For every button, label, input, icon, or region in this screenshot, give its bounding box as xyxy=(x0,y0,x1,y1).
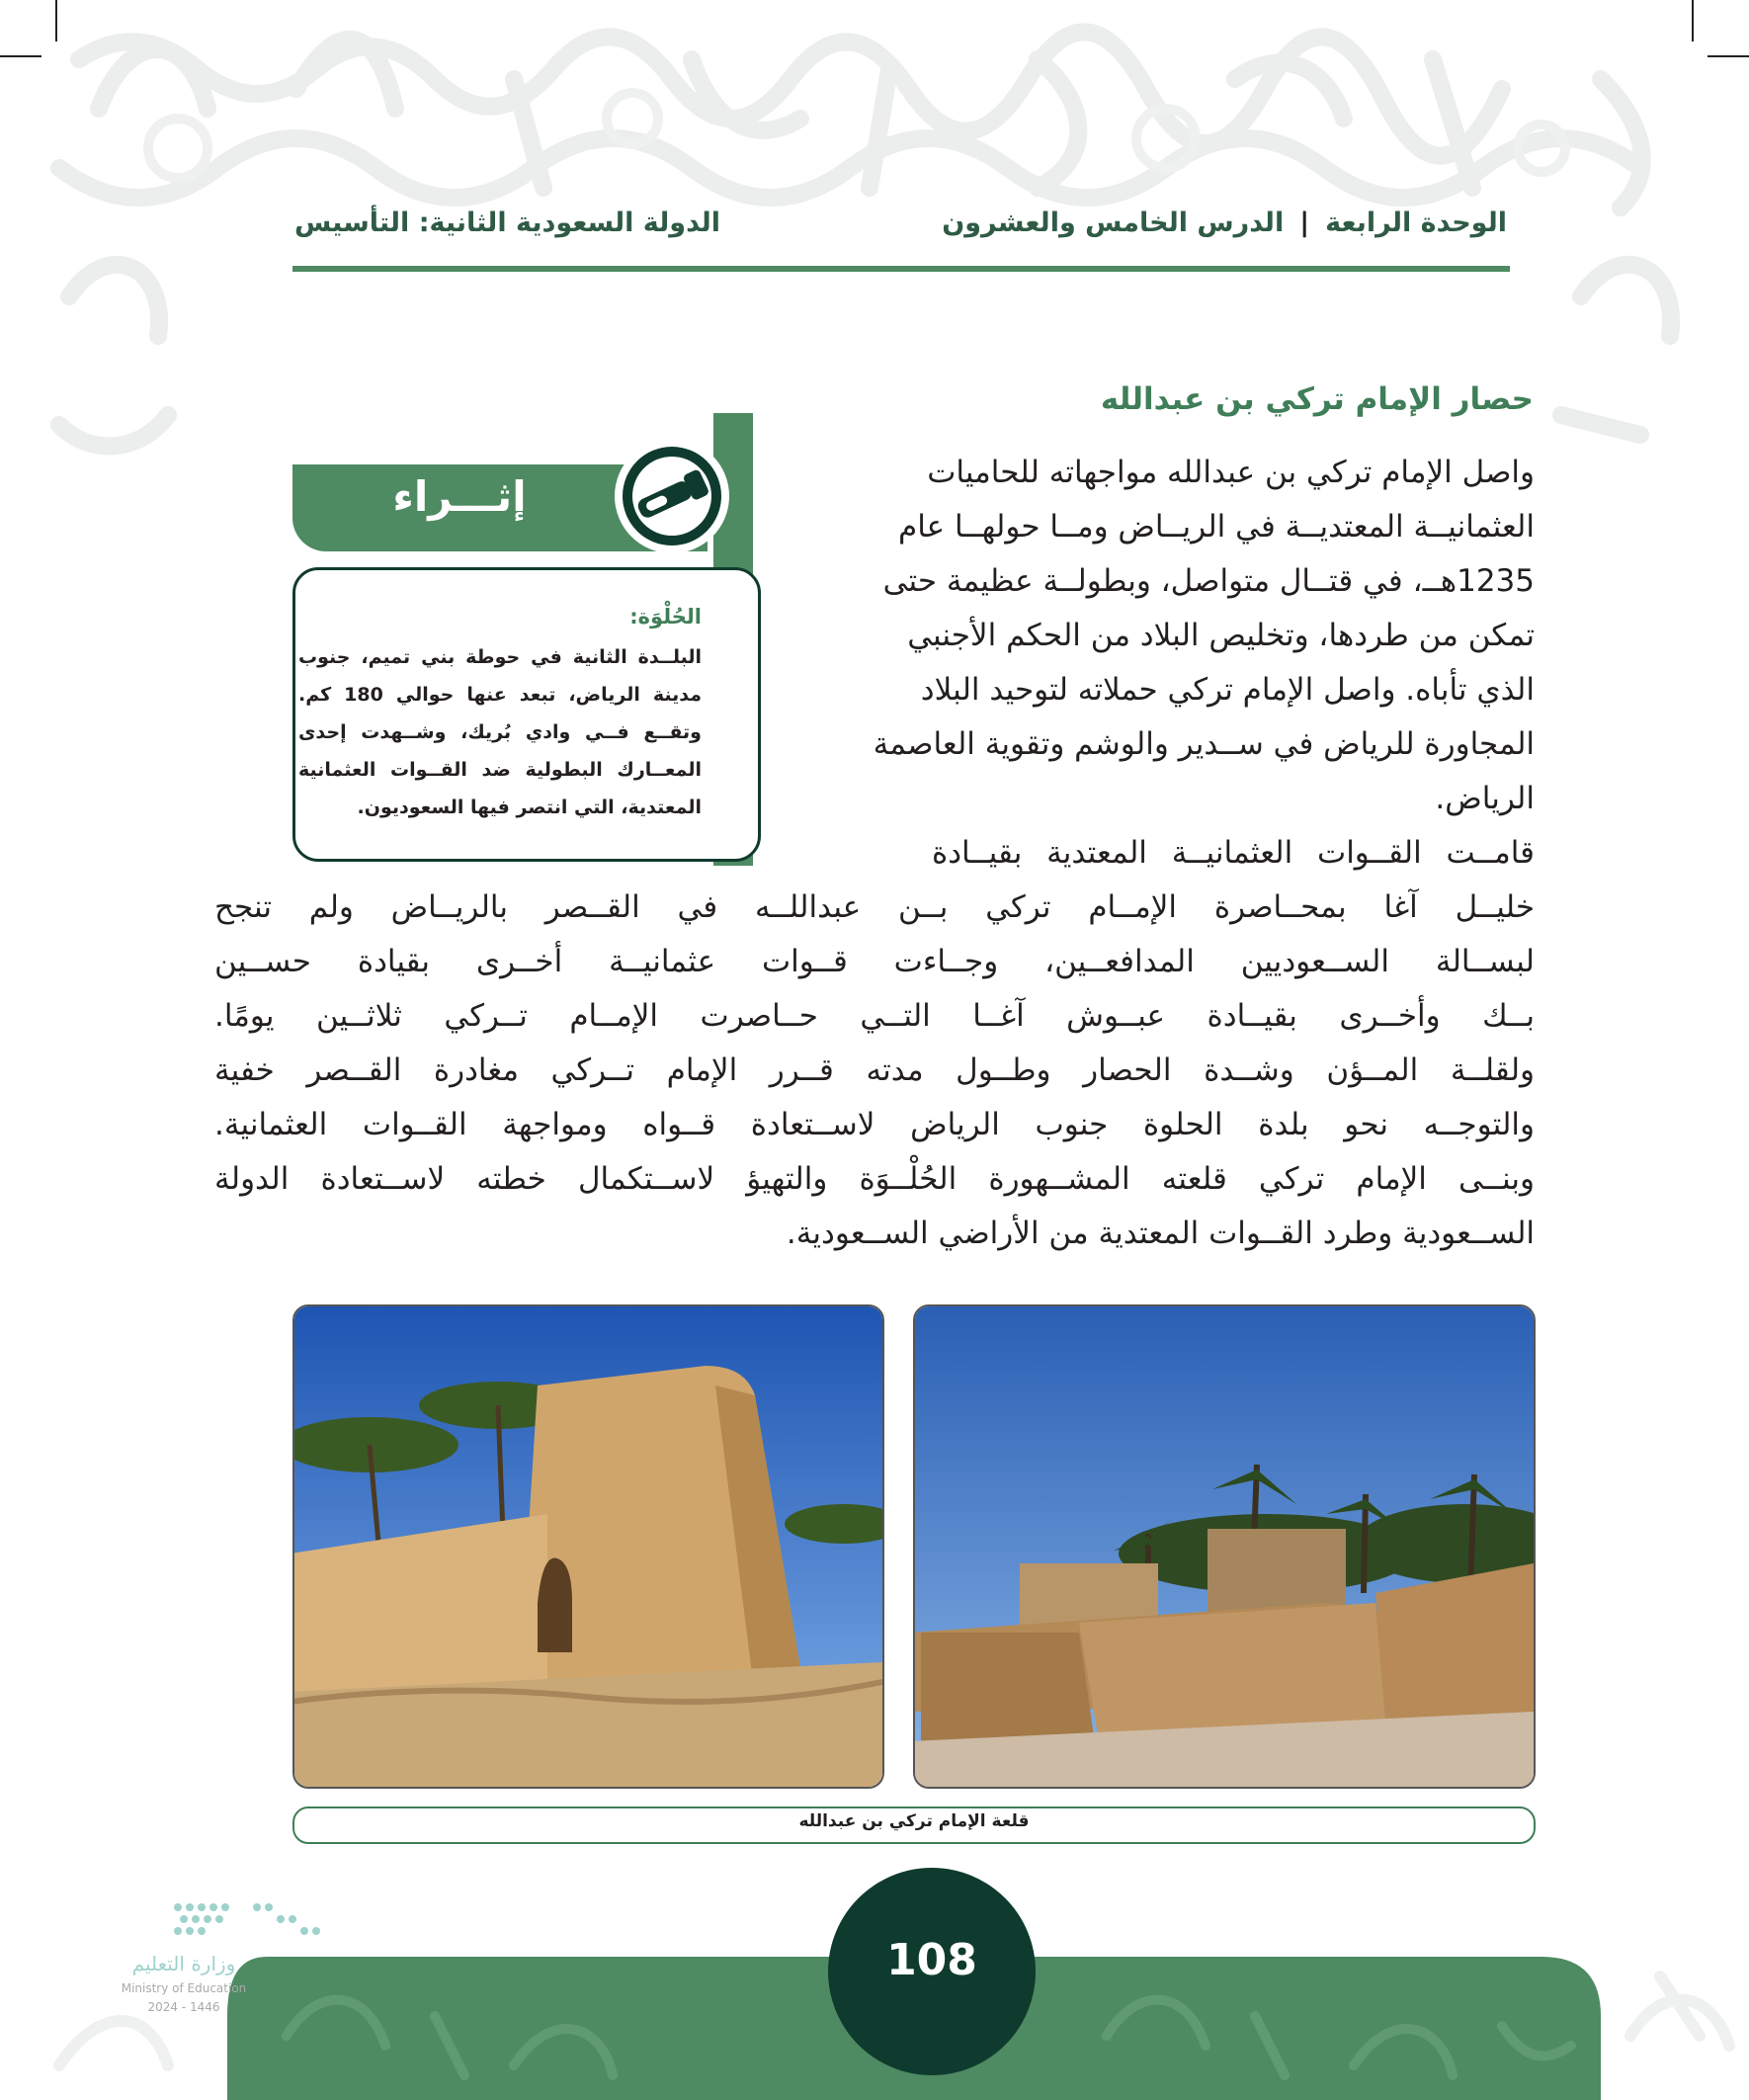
crop-mark xyxy=(55,0,57,42)
header-lesson: الدرس الخامس والعشرون xyxy=(942,208,1285,238)
paragraph-line: خليــل آغا بمحــاصرة الإمــام تركي بــن عبداللــه في القــصر بالريــاض ولم تنجح xyxy=(214,889,1535,925)
paragraph-line: بــك وأخــرى بقيــادة عبــوش آغــا التــي حــاصرت الإمــام تــركي ثلاثــين يومًا. xyxy=(214,998,1535,1034)
page-number: 108 xyxy=(886,1935,977,1985)
ithraa-line: وتقــع فــي وادي بُريك، وشــهدت إحدى xyxy=(298,721,702,743)
ministry-logo-dots xyxy=(168,1897,326,1947)
crop-mark xyxy=(0,55,42,57)
ithraa-icon-ring xyxy=(615,439,729,553)
ithraa-label: إثـــراء xyxy=(392,472,527,521)
photo-caption: قلعة الإمام تركي بن عبدالله xyxy=(798,1811,1030,1831)
paragraph-line: لبســالة الســعوديين المدافعــين، وجــاءت قــوات عثمانيــة أخــرى بقيادة حســين xyxy=(214,944,1535,979)
paragraph-line: الذي تأباه. واصل الإمام تركي حملاته لتوحيد البلاد xyxy=(920,672,1535,708)
telescope-icon xyxy=(615,439,729,553)
ministry-name-ar: وزارة التعليم xyxy=(131,1952,236,1975)
ithraa-title: الحُلْوَة: xyxy=(629,605,702,629)
paragraph-line: المجاورة للرياض في ســدير والوشم وتقوية العاصمة xyxy=(873,726,1535,762)
paragraph-line: تمكن من طردها، وتخليص البلاد من الحكم الأجنبي xyxy=(907,618,1535,653)
paragraph-line: واصل الإمام تركي بن عبدالله مواجهاته للحاميات xyxy=(927,455,1535,490)
crop-mark xyxy=(1707,55,1749,57)
ithraa-line: البلــدة الثانية في حوطة بني تميم، جنوب xyxy=(298,646,702,668)
header-separator: | xyxy=(1299,208,1310,238)
header-divider xyxy=(292,266,1510,272)
section-title: حصار الإمام تركي بن عبدالله xyxy=(1100,381,1534,417)
ithraa-line: المعتدية، التي انتصر فيها السعوديون. xyxy=(357,797,702,818)
ministry-name-en: Ministry of Education xyxy=(121,1981,247,1995)
paragraph-line: الرياض. xyxy=(1435,781,1535,816)
header-unit-lesson xyxy=(942,208,1507,253)
paragraph-line: وبنــى الإمام تركي قلعته المشــهورة الحُلْــوَة والتهيؤ لاســتكمال خطته لاســتعادة الدولة xyxy=(214,1161,1535,1197)
ithraa-line: المعــارك البطولية ضد القــوات العثمانية xyxy=(298,759,702,781)
paragraph-line: ولقلــة المــؤن وشــدة الحصار وطــول مدته قــرر الإمام تــركي مغادرة القــصر خفية xyxy=(214,1052,1535,1088)
paragraph-line: 1235هــ، في قتــال متواصل، وبطولــة عظيمة حتى xyxy=(882,563,1535,599)
ministry-year: 2024 - 1446 xyxy=(147,2000,220,2014)
paragraph-line: العثمانيــة المعتديــة في الريــاض ومــا حولهــا عام xyxy=(898,509,1535,545)
paragraph-line: الســعودية وطرد القــوات المعتدية من الأراضي الســعودية. xyxy=(786,1216,1535,1251)
ithraa-line: مدينة الرياض، تبعد عنها حوالي 180 كم. xyxy=(298,684,702,706)
fort-photo-walls xyxy=(913,1304,1536,1789)
paragraph-line: والتوجــه نحو بلدة الحلوة جنوب الرياض لاســتعادة قــواه ومواجهة القــوات العثمانية. xyxy=(214,1107,1535,1142)
crop-mark xyxy=(1692,0,1694,42)
fort-photo-tower xyxy=(292,1304,884,1789)
header-unit: الوحدة الرابعة xyxy=(1325,208,1507,238)
paragraph-line: قامــت القــوات العثمانيــة المعتدية بقيــادة xyxy=(932,835,1535,871)
header-topic: الدولة السعودية الثانية: التأسيس xyxy=(294,208,721,238)
